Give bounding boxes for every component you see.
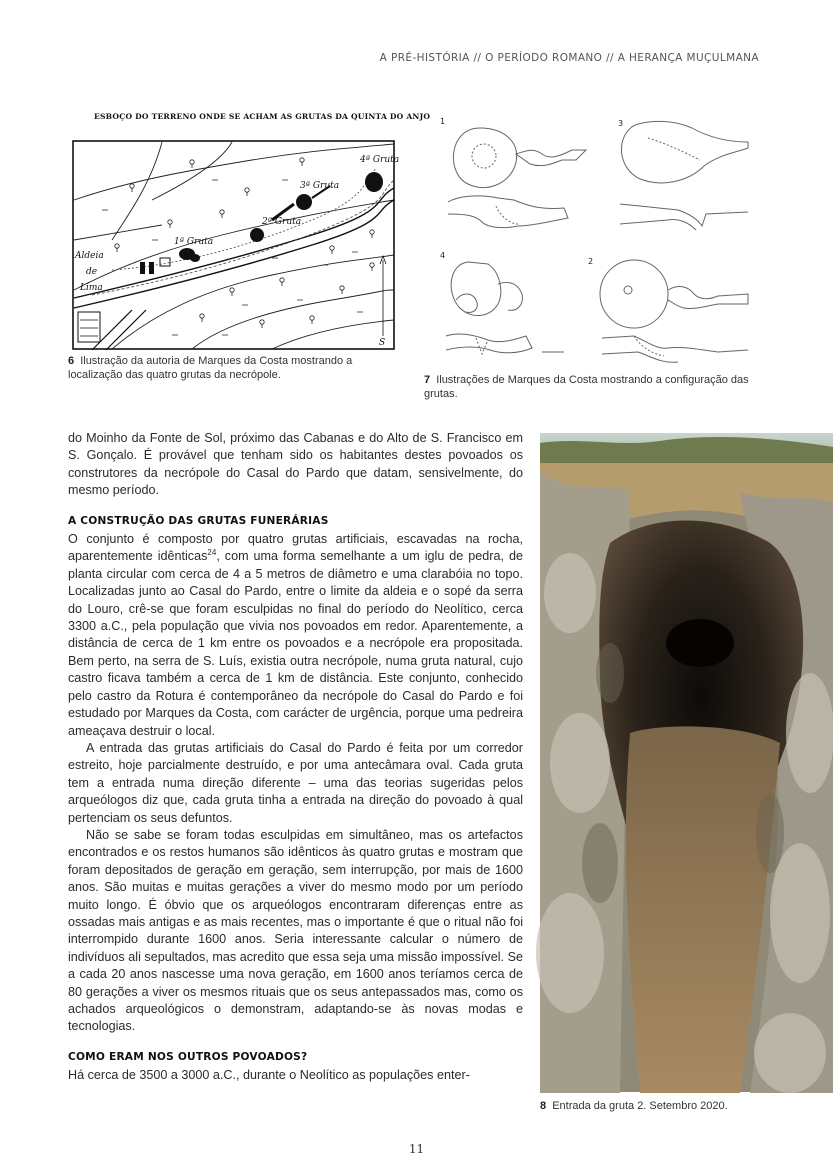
- paragraph-continuation: do Moinho da Fonte de Sol, próximo das Cabanas e do Alto de S. Francisco em S. Gonçalo. É provável que tenham sido os habitantes destes povoados os construtores da necrópole do Casal do Pardo que datam, sensivelmente, do mesmo período.: [68, 431, 523, 498]
- terrain-sketch: [72, 140, 400, 350]
- figure-6-caption: [68, 354, 408, 382]
- cave-plans: [438, 114, 758, 370]
- figure-8-caption: [540, 1100, 728, 1112]
- figure-7-caption: [424, 373, 764, 401]
- label-gruta-2: 2ª Gruta: [262, 217, 302, 227]
- section-heading-construction: A CONSTRUÇÃO DAS GRUTAS FUNERÁRIAS: [68, 514, 329, 527]
- running-header: A PRÉ-HISTÓRIA // O PERÍODO ROMANO // A HERANÇA MUÇULMANA: [379, 52, 759, 64]
- map-title: ESBOÇO DO TERRENO ONDE SE ACHAM AS GRUTAS DA QUINTA DO ANJO: [94, 112, 431, 121]
- paragraph: A entrada das grutas artificiais do Casal do Pardo é feita por um corredor estreito, hoje parcialmente destruído, e por uma antecâmara oval. Cada gruta tem a entrada numa direção diferente – uma das teorias sugeridas pelos arqueólogos diz que, cada gruta tinha a entrada na direção do povoado à qual pertenciam os seus defuntos.: [68, 740, 523, 825]
- figure-6-map: [72, 112, 431, 352]
- section-heading-other-settlements: COMO ERAM NOS OUTROS POVOADOS?: [68, 1050, 308, 1063]
- caption-number: 7: [424, 374, 431, 386]
- panel-number-4: 4: [440, 251, 446, 260]
- figure-7-drawings: [438, 114, 758, 370]
- panel-number-3: 3: [618, 119, 624, 128]
- paragraph-text: O conjunto é composto por quatro grutas artificiais, escavadas na rocha, aparentemente idênticas: [68, 532, 523, 564]
- caption-number: 8: [540, 1100, 547, 1112]
- caption-number: 6: [68, 355, 75, 367]
- label-aldeia: Aldeia: [75, 251, 104, 261]
- footnote-ref[interactable]: 24: [207, 548, 217, 558]
- body-text: [68, 430, 523, 1085]
- label-lima: Lima: [80, 283, 103, 293]
- label-gruta-4: 4ª Gruta: [360, 155, 400, 165]
- panel-number-2: 2: [588, 257, 594, 266]
- caption-text: Ilustração da autoria de Marques da Costa mostrando a localização das quatro grutas da necrópole.: [68, 355, 353, 381]
- paragraph: Não se sabe se foram todas esculpidas em simultâneo, mas os artefactos encontrados e os restos humanos são idênticos às quatro grutas e mostram que foram depositados de geração em geração, sem interrupção, por mais de 1600 anos. São muitas e muitas gerações a viver do mesmo modo por um período muito longo. É óbvio que os arqueólogos encontraram diferenças entre as ossadas mais antigas e as mais recentes, mas o importante é que o ritual não foi interrompido durante 1600 anos. Seria interessante calcular o número de indivíduos ali sepultados, mas acredito que essa seja uma missão impossível. Se a cada 20 anos nascesse uma nova geração, em 1600 anos teríamos cerca de 80 gerações a viver os mesmos rituais que os seus antepassados mas, como os achados arqueológicos o demonstram, adaptando-se às novas modas e tecnologias.: [68, 827, 523, 1034]
- label-north: S: [379, 338, 386, 348]
- caption-text: Entrada da gruta 2. Setembro 2020.: [552, 1100, 728, 1112]
- page-number: 11: [408, 1142, 425, 1156]
- paragraph-text: , com uma forma semelhante a um iglu de pedra, de planta circular com cerca de 4 a 5 metros de diâmetro e uma clarabóia no topo. Localizadas junto ao Casal do Pardo, entre o limite da aldeia e o sopé da serra do Louro, crê-se que foram esculpidas no final do período do Neolítico, cerca 3300 a.C., pela população que vivia nos povoados em redor. Aparentemente, a distância de cerca de 1 km entre os povoados e a necrópole era propositada. Bem perto, na serra de S. Luís, existia outra necrópole, numa gruta natural, cujo castro ficava também a cerca de 1 km de distância. Este conjunto, conhecido pelo castro da Rotura é contemporâneo da necrópole do Casal do Pardo e foi estudado por Marques da Costa, com carácter de urgência, porque uma pedreira ameaçava destruir o local.: [68, 549, 523, 738]
- label-gruta-1: 1ª Gruta: [174, 237, 214, 247]
- label-de: de: [86, 267, 98, 277]
- cave-entrance-photo: [540, 433, 833, 1092]
- paragraph: Há cerca de 3500 a 3000 a.C., durante o Neolítico as populações enter-: [68, 1068, 470, 1083]
- figure-8-photo: [540, 433, 833, 1092]
- paragraph: [68, 531, 523, 740]
- caption-text: Ilustrações de Marques da Costa mostrando a configuração das grutas.: [424, 374, 749, 400]
- panel-number-1: 1: [440, 117, 446, 126]
- label-gruta-3: 3ª Gruta: [300, 181, 340, 191]
